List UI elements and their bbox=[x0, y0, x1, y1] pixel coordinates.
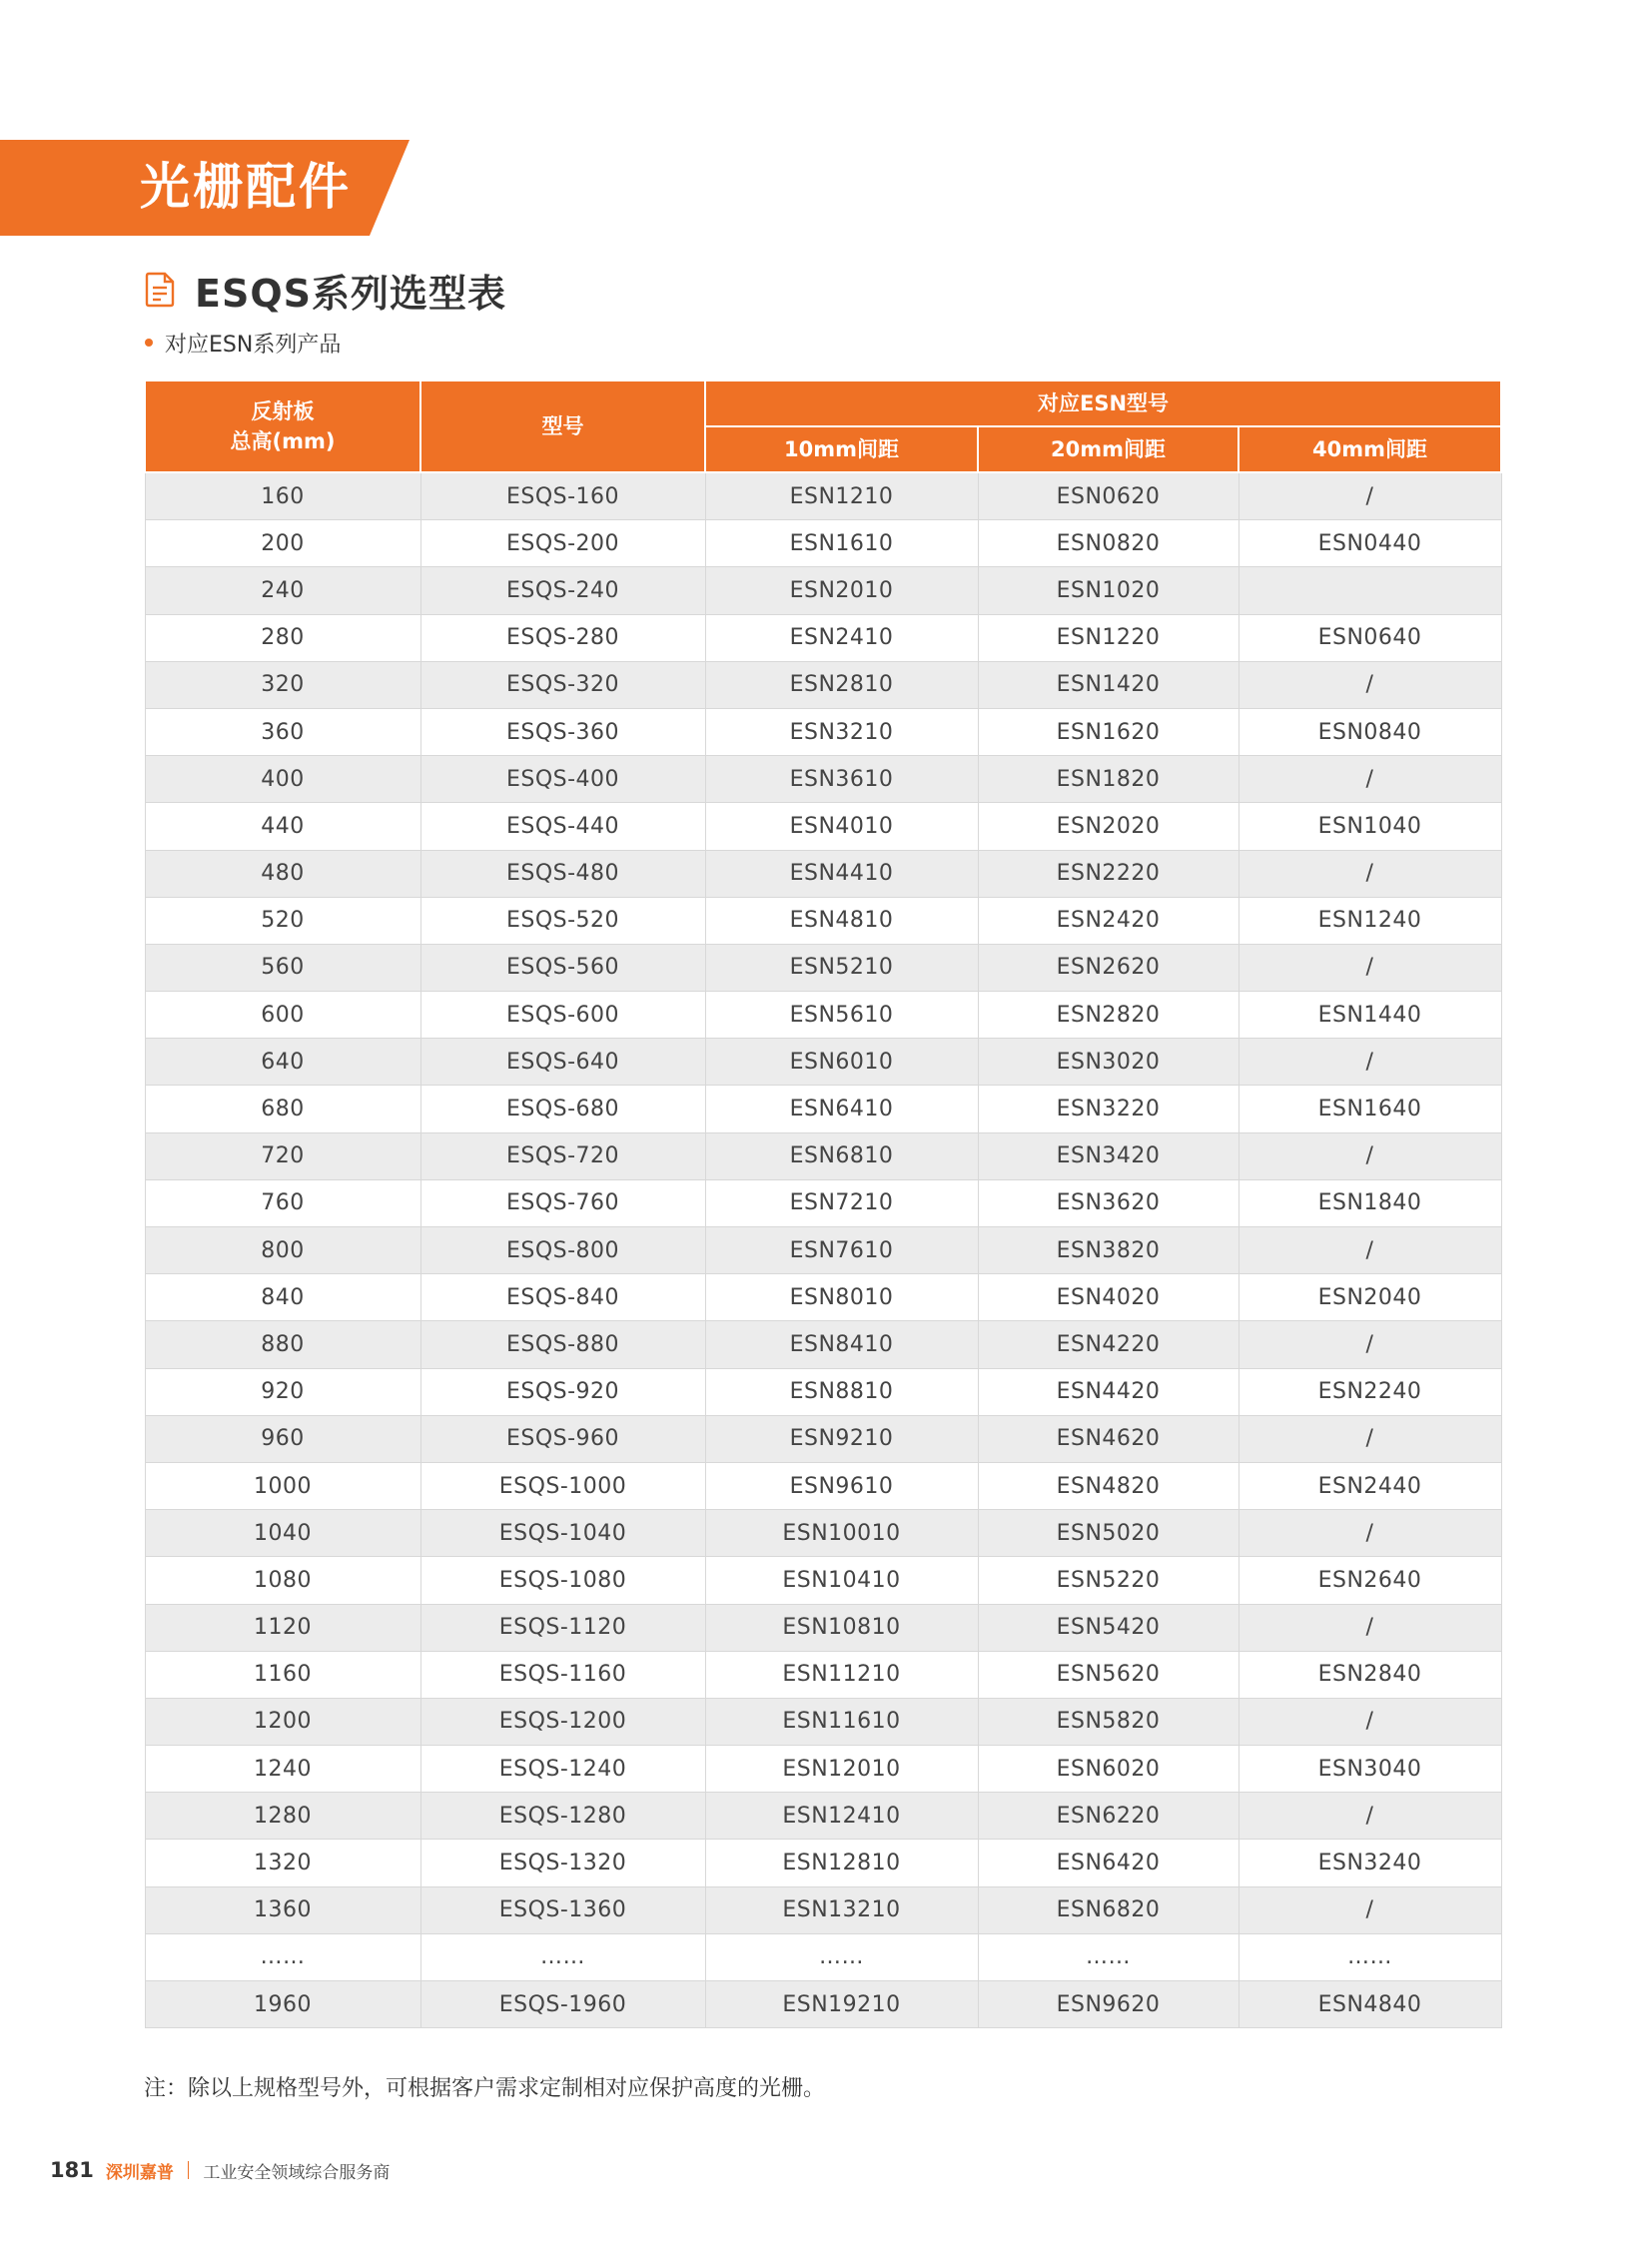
table-row bbox=[145, 472, 1501, 520]
table-cell: 1080 bbox=[145, 1557, 420, 1604]
table-cell: ESN2410 bbox=[705, 614, 978, 661]
table-cell: 960 bbox=[145, 1415, 420, 1462]
table-row bbox=[145, 756, 1501, 803]
table-cell: ESQS-1280 bbox=[420, 1793, 705, 1840]
table-cell: ESN10410 bbox=[705, 1557, 978, 1604]
table-cell: ESQS-1320 bbox=[420, 1840, 705, 1886]
table-cell: ESN8810 bbox=[705, 1368, 978, 1415]
table-cell: ESN3220 bbox=[978, 1086, 1239, 1132]
table-cell: ESQS-680 bbox=[420, 1086, 705, 1132]
table-cell: ESQS-600 bbox=[420, 992, 705, 1039]
table-cell: ESN1040 bbox=[1239, 803, 1501, 850]
table-cell: ESQS-560 bbox=[420, 944, 705, 991]
table-cell: ESN6010 bbox=[705, 1039, 978, 1086]
table-cell: ESQS-720 bbox=[420, 1132, 705, 1179]
table-cell: ESN5220 bbox=[978, 1557, 1239, 1604]
table-cell: ESQS-440 bbox=[420, 803, 705, 850]
table-cell: 240 bbox=[145, 567, 420, 614]
table-cell: ESN2420 bbox=[978, 897, 1239, 944]
table-cell: / bbox=[1239, 1039, 1501, 1086]
table-cell: ESQS-640 bbox=[420, 1039, 705, 1086]
table-cell: ESN2810 bbox=[705, 661, 978, 708]
table-cell: ESN9210 bbox=[705, 1415, 978, 1462]
table-cell: ESN1420 bbox=[978, 661, 1239, 708]
table-cell: ESN1820 bbox=[978, 756, 1239, 803]
table-row bbox=[145, 1039, 1501, 1086]
table-row bbox=[145, 661, 1501, 708]
table-cell: ESQS-960 bbox=[420, 1415, 705, 1462]
table-cell: ESN11610 bbox=[705, 1698, 978, 1745]
table-row bbox=[145, 1227, 1501, 1274]
table-cell: ESN3240 bbox=[1239, 1840, 1501, 1886]
table-cell: ESN5420 bbox=[978, 1604, 1239, 1651]
table-cell: ESN6220 bbox=[978, 1793, 1239, 1840]
footer-divider bbox=[188, 2161, 190, 2179]
table-cell: 480 bbox=[145, 850, 420, 897]
header-10mm: 10mm间距 bbox=[705, 426, 978, 472]
header-total-height bbox=[145, 380, 420, 472]
table-cell: ESN0820 bbox=[978, 520, 1239, 567]
table-cell: 1000 bbox=[145, 1462, 420, 1509]
table-row bbox=[145, 1793, 1501, 1840]
table-cell: 680 bbox=[145, 1086, 420, 1132]
section-header bbox=[145, 260, 506, 320]
table-cell: 800 bbox=[145, 1227, 420, 1274]
table-cell: ESN0640 bbox=[1239, 614, 1501, 661]
table-cell: ESQS-1080 bbox=[420, 1557, 705, 1604]
table-cell: ESN5610 bbox=[705, 992, 978, 1039]
table-cell: / bbox=[1239, 756, 1501, 803]
table-row bbox=[145, 1086, 1501, 1132]
table-row bbox=[145, 1368, 1501, 1415]
table-cell: / bbox=[1239, 1227, 1501, 1274]
table-row bbox=[145, 1510, 1501, 1557]
page-title: 光栅配件 bbox=[140, 158, 352, 216]
table-cell: ESN2010 bbox=[705, 567, 978, 614]
table-cell: / bbox=[1239, 661, 1501, 708]
page-footer bbox=[50, 2155, 390, 2185]
table-row bbox=[145, 1651, 1501, 1698]
table-cell: 400 bbox=[145, 756, 420, 803]
table-cell: ESN0440 bbox=[1239, 520, 1501, 567]
table-cell: ESN4220 bbox=[978, 1321, 1239, 1368]
table-row bbox=[145, 850, 1501, 897]
table-cell: ESQS-1240 bbox=[420, 1746, 705, 1793]
table-cell: 360 bbox=[145, 708, 420, 755]
table-cell: ESQS-240 bbox=[420, 567, 705, 614]
table-cell: ESQS-1000 bbox=[420, 1462, 705, 1509]
table-cell: ESQS-280 bbox=[420, 614, 705, 661]
table-cell: 1280 bbox=[145, 1793, 420, 1840]
table-row bbox=[145, 1321, 1501, 1368]
table-row bbox=[145, 897, 1501, 944]
table-cell: ESN3420 bbox=[978, 1132, 1239, 1179]
table-cell: ESQS-760 bbox=[420, 1179, 705, 1226]
table-row bbox=[145, 1274, 1501, 1321]
table-cell: ESN1620 bbox=[978, 708, 1239, 755]
brand-name: 深圳嘉普 bbox=[105, 2162, 174, 2183]
table-cell: ESQS-1120 bbox=[420, 1604, 705, 1651]
section-title: ESQS系列选型表 bbox=[195, 271, 506, 316]
header-esn-group: 对应ESN型号 bbox=[705, 380, 1501, 426]
table-cell: ESQS-480 bbox=[420, 850, 705, 897]
table-cell: ESN1610 bbox=[705, 520, 978, 567]
table-cell: ESQS-400 bbox=[420, 756, 705, 803]
table-cell: ESN5020 bbox=[978, 1510, 1239, 1557]
table-row bbox=[145, 567, 1501, 614]
table-cell: ESQS-320 bbox=[420, 661, 705, 708]
table-cell: ESN7210 bbox=[705, 1179, 978, 1226]
table-cell: / bbox=[1239, 1132, 1501, 1179]
table-cell: ESN2040 bbox=[1239, 1274, 1501, 1321]
table-cell: 1200 bbox=[145, 1698, 420, 1745]
table-cell: ESN3210 bbox=[705, 708, 978, 755]
table-cell: ESQS-840 bbox=[420, 1274, 705, 1321]
table-cell: ESN3820 bbox=[978, 1227, 1239, 1274]
table-row bbox=[145, 708, 1501, 755]
table-cell: ESN1840 bbox=[1239, 1179, 1501, 1226]
table-cell: / bbox=[1239, 944, 1501, 991]
table-cell: 440 bbox=[145, 803, 420, 850]
table-cell: 320 bbox=[145, 661, 420, 708]
table-cell: ESQS-800 bbox=[420, 1227, 705, 1274]
table-cell: …… bbox=[705, 1933, 978, 1980]
table-cell: / bbox=[1239, 1698, 1501, 1745]
table-cell: ESQS-200 bbox=[420, 520, 705, 567]
table-cell: ESN9610 bbox=[705, 1462, 978, 1509]
table-cell: / bbox=[1239, 1604, 1501, 1651]
table-row bbox=[145, 944, 1501, 991]
table-cell: / bbox=[1239, 1415, 1501, 1462]
header-20mm: 20mm间距 bbox=[978, 426, 1239, 472]
table-cell: ESN4010 bbox=[705, 803, 978, 850]
table-cell: ESN12410 bbox=[705, 1793, 978, 1840]
table-cell: ESN8010 bbox=[705, 1274, 978, 1321]
table-row bbox=[145, 1840, 1501, 1886]
table-cell: ESN6420 bbox=[978, 1840, 1239, 1886]
table-cell: 600 bbox=[145, 992, 420, 1039]
table-cell: ESN12810 bbox=[705, 1840, 978, 1886]
table-cell: 1960 bbox=[145, 1981, 420, 2028]
table-cell: 1360 bbox=[145, 1886, 420, 1933]
document-icon bbox=[145, 272, 177, 308]
table-cell: / bbox=[1239, 1510, 1501, 1557]
table-cell: ESN6810 bbox=[705, 1132, 978, 1179]
table-cell: 1320 bbox=[145, 1840, 420, 1886]
table-cell: ESQS-1040 bbox=[420, 1510, 705, 1557]
table-cell: 1160 bbox=[145, 1651, 420, 1698]
brand-tagline: 工业安全领域综合服务商 bbox=[203, 2162, 391, 2183]
table-cell: 280 bbox=[145, 614, 420, 661]
table-cell: ESN2220 bbox=[978, 850, 1239, 897]
table-cell: ESN4620 bbox=[978, 1415, 1239, 1462]
table-row bbox=[145, 520, 1501, 567]
table-cell: ESN1240 bbox=[1239, 897, 1501, 944]
footnote: 注：除以上规格型号外，可根据客户需求定制相对应保护高度的光栅。 bbox=[144, 2076, 826, 2101]
table-cell: ESQS-1160 bbox=[420, 1651, 705, 1698]
table-cell: 840 bbox=[145, 1274, 420, 1321]
table-cell: ESQS-1960 bbox=[420, 1981, 705, 2028]
table-cell: / bbox=[1239, 1886, 1501, 1933]
table-cell: 1240 bbox=[145, 1746, 420, 1793]
table-cell: ESN10810 bbox=[705, 1604, 978, 1651]
table-cell: / bbox=[1239, 1321, 1501, 1368]
header-total-height-label: 反射板 总高(mm) bbox=[230, 399, 336, 453]
table-cell: ESN4820 bbox=[978, 1462, 1239, 1509]
table-cell: 160 bbox=[145, 472, 420, 520]
table-row bbox=[145, 1604, 1501, 1651]
table-cell: ESN2240 bbox=[1239, 1368, 1501, 1415]
table-cell: ESN3040 bbox=[1239, 1746, 1501, 1793]
table-row bbox=[145, 1981, 1501, 2028]
table-cell: ESQS-1360 bbox=[420, 1886, 705, 1933]
table-cell: 720 bbox=[145, 1132, 420, 1179]
table-cell: ESN1020 bbox=[978, 567, 1239, 614]
table-cell: …… bbox=[978, 1933, 1239, 1980]
table-cell: ESN4420 bbox=[978, 1368, 1239, 1415]
table-row bbox=[145, 1933, 1501, 1980]
table-cell: 1120 bbox=[145, 1604, 420, 1651]
table-row bbox=[145, 1415, 1501, 1462]
table-cell: ESQS-160 bbox=[420, 472, 705, 520]
table-row bbox=[145, 1462, 1501, 1509]
table-cell: ESN6410 bbox=[705, 1086, 978, 1132]
table-cell: ESN4020 bbox=[978, 1274, 1239, 1321]
table-cell: ESN1210 bbox=[705, 472, 978, 520]
bullet-dot-icon bbox=[145, 339, 153, 347]
table-cell: 560 bbox=[145, 944, 420, 991]
table-cell: ESQS-360 bbox=[420, 708, 705, 755]
table-cell: ESN1440 bbox=[1239, 992, 1501, 1039]
table-cell: ESN2840 bbox=[1239, 1651, 1501, 1698]
table-cell: ESN2440 bbox=[1239, 1462, 1501, 1509]
table-cell: / bbox=[1239, 1793, 1501, 1840]
subtitle-text: 对应ESN系列产品 bbox=[165, 332, 342, 358]
table-cell: ESN9620 bbox=[978, 1981, 1239, 2028]
table-cell: 640 bbox=[145, 1039, 420, 1086]
table-cell: ESN12010 bbox=[705, 1746, 978, 1793]
table-row bbox=[145, 992, 1501, 1039]
table-cell: ESN4410 bbox=[705, 850, 978, 897]
table-row bbox=[145, 1746, 1501, 1793]
table-cell: 920 bbox=[145, 1368, 420, 1415]
table-row bbox=[145, 1179, 1501, 1226]
table-cell: ESN4840 bbox=[1239, 1981, 1501, 2028]
page-number: 181 bbox=[50, 2158, 94, 2182]
subtitle-bullet bbox=[145, 326, 341, 360]
table-cell: ESN4810 bbox=[705, 897, 978, 944]
header-40mm: 40mm间距 bbox=[1239, 426, 1501, 472]
table-cell: …… bbox=[1239, 1933, 1501, 1980]
table-cell bbox=[1239, 567, 1501, 614]
table-cell: ESN0840 bbox=[1239, 708, 1501, 755]
selection-table bbox=[144, 379, 1502, 2028]
table-cell: ESN3620 bbox=[978, 1179, 1239, 1226]
table-cell: ESN1640 bbox=[1239, 1086, 1501, 1132]
table-cell: / bbox=[1239, 472, 1501, 520]
table-cell: ESN19210 bbox=[705, 1981, 978, 2028]
table-cell: ESN8410 bbox=[705, 1321, 978, 1368]
table-cell: ESN2020 bbox=[978, 803, 1239, 850]
table-cell: ESN1220 bbox=[978, 614, 1239, 661]
table-cell: 1040 bbox=[145, 1510, 420, 1557]
table-cell: ESN6020 bbox=[978, 1746, 1239, 1793]
table-row bbox=[145, 1698, 1501, 1745]
table-cell: ESN5620 bbox=[978, 1651, 1239, 1698]
table-cell: ESN2820 bbox=[978, 992, 1239, 1039]
table-cell: ESN7610 bbox=[705, 1227, 978, 1274]
table-cell: 760 bbox=[145, 1179, 420, 1226]
table-cell: ESQS-920 bbox=[420, 1368, 705, 1415]
table-row bbox=[145, 803, 1501, 850]
table-cell: ESN2640 bbox=[1239, 1557, 1501, 1604]
table-cell: 520 bbox=[145, 897, 420, 944]
table-cell: ESN0620 bbox=[978, 472, 1239, 520]
table-cell: 880 bbox=[145, 1321, 420, 1368]
table-row bbox=[145, 1557, 1501, 1604]
table-cell: ESN3610 bbox=[705, 756, 978, 803]
table-cell: / bbox=[1239, 850, 1501, 897]
table-cell: ESQS-1200 bbox=[420, 1698, 705, 1745]
table-cell: ESN13210 bbox=[705, 1886, 978, 1933]
table-cell: ESN10010 bbox=[705, 1510, 978, 1557]
table-cell: ESQS-880 bbox=[420, 1321, 705, 1368]
table-row bbox=[145, 1132, 1501, 1179]
table-row bbox=[145, 614, 1501, 661]
table-cell: ESQS-520 bbox=[420, 897, 705, 944]
header-model: 型号 bbox=[420, 380, 705, 472]
table-cell: 200 bbox=[145, 520, 420, 567]
table-cell: …… bbox=[420, 1933, 705, 1980]
table-cell: ESN5820 bbox=[978, 1698, 1239, 1745]
table-cell: ESN5210 bbox=[705, 944, 978, 991]
table-cell: …… bbox=[145, 1933, 420, 1980]
table-row bbox=[145, 1886, 1501, 1933]
table-cell: ESN3020 bbox=[978, 1039, 1239, 1086]
table-cell: ESN6820 bbox=[978, 1886, 1239, 1933]
table-cell: ESN2620 bbox=[978, 944, 1239, 991]
table-cell: ESN11210 bbox=[705, 1651, 978, 1698]
